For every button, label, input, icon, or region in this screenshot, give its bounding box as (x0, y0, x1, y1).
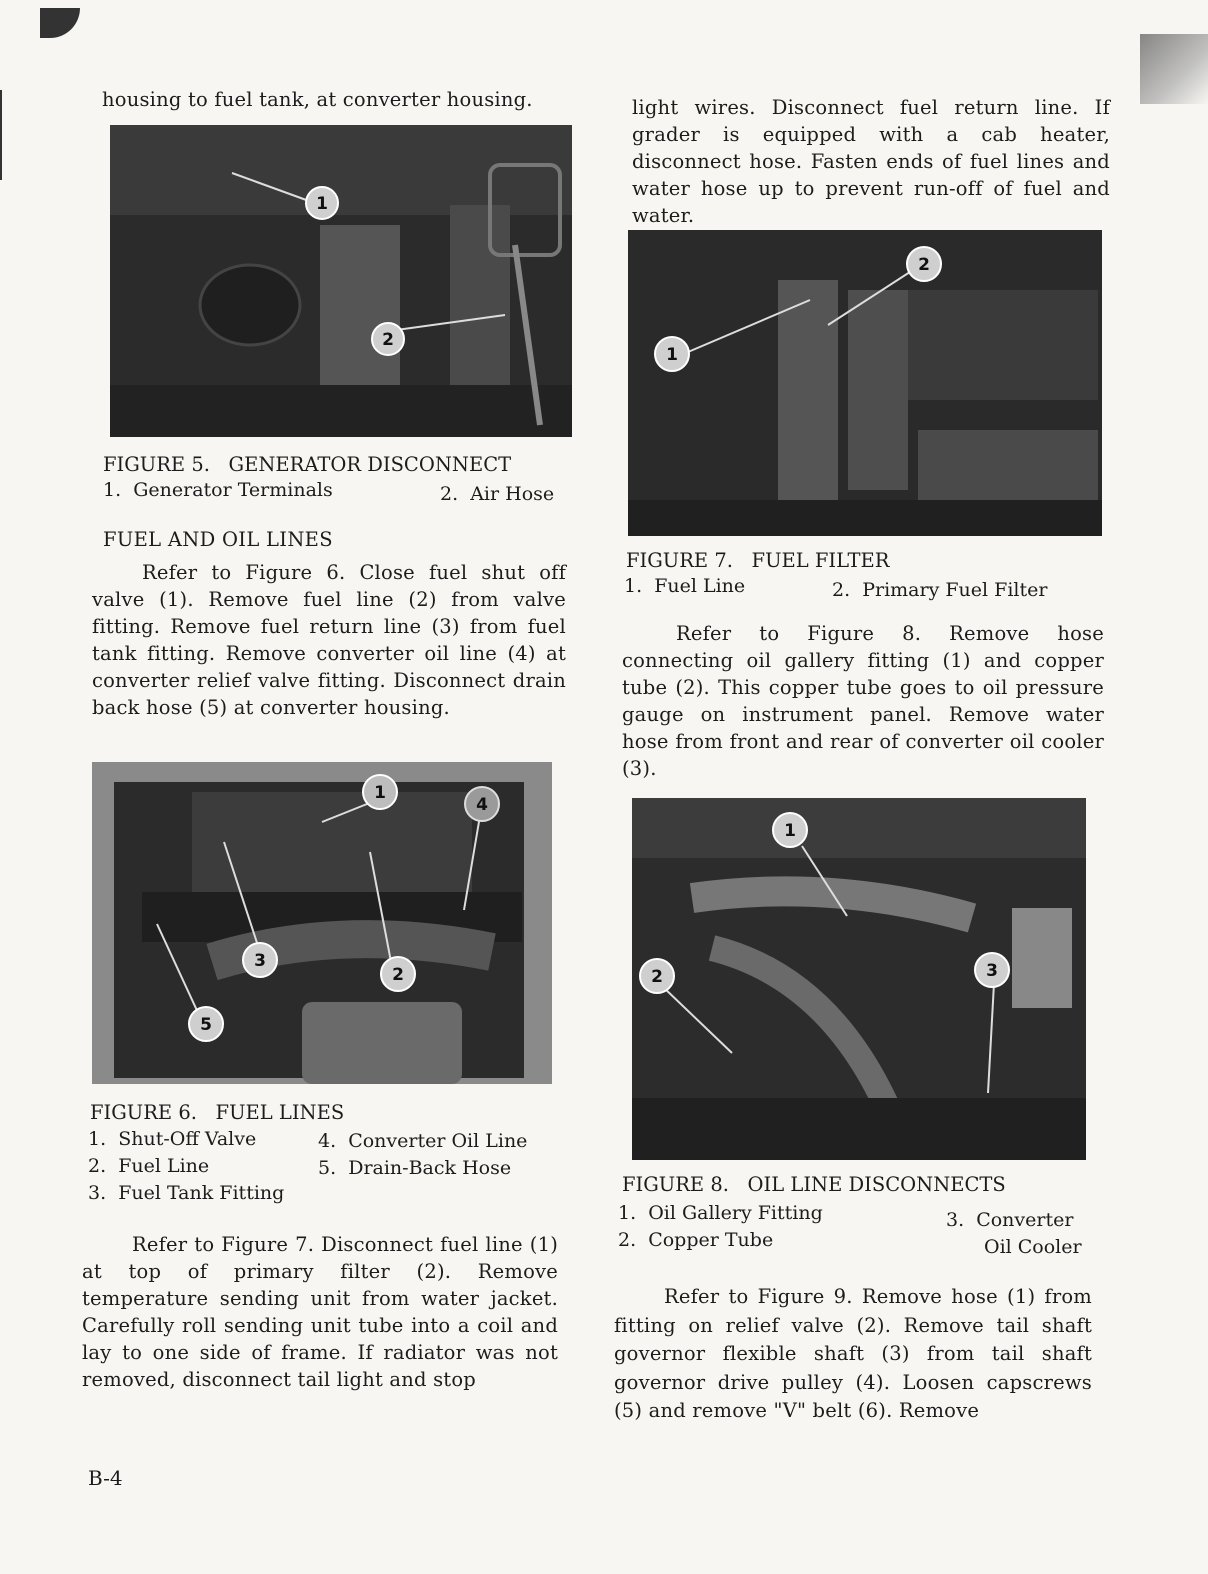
figure8-title: FIGURE 8. OIL LINE DISCONNECTS (622, 1173, 1006, 1196)
figure6-item-3: 3. Fuel Tank Fitting (88, 1182, 285, 1204)
figure6-title: FIGURE 6. FUEL LINES (90, 1101, 345, 1124)
figure8-legend (618, 1200, 1098, 1260)
figure8-item-3: 3. Converter (946, 1209, 1074, 1231)
figure6-item-5: 5. Drain-Back Hose (318, 1157, 512, 1179)
figure6-item-1: 1. Shut-Off Valve (88, 1128, 257, 1150)
fig6-callout-4: 4 (476, 795, 488, 815)
fig5-callout-1: 1 (316, 194, 328, 214)
fig8-callout-2: 2 (651, 967, 663, 987)
paragraph-figure7: Refer to Figure 7. Disconnect fuel line (1) at top of primary filter (2). Remove temperature sending unit from water jacket. Carefully roll sending unit tube into a coil and lay to one side of frame. If radiator was not removed, disconnect tail light and stop (82, 1233, 558, 1391)
paragraph-figure9: Refer to Figure 9. Remove hose (1) from fitting on relief valve (2). Remove tail shaft governor flexible shaft (3) from tail shaft governor drive pulley (4). Loosen capscrews (5) and remove "V" belt (6). Remove (614, 1285, 1092, 1422)
figure7-legend (624, 573, 1104, 603)
figure6-photo (92, 762, 552, 1084)
figure5-legend (103, 477, 583, 507)
continued-paragraph: light wires. Disconnect fuel return line. If grader is equipped with a cab heater, disconnect hose. Fasten ends of fuel lines and water hose up to prevent run-off of fuel and water. (632, 96, 1110, 227)
scan-smudge-top-left (40, 8, 80, 38)
figure5-photo (110, 125, 572, 437)
figure8-item-3-cont: Oil Cooler (984, 1236, 1082, 1258)
fig6-callout-3: 3 (254, 951, 266, 971)
scan-smudge-top-right (1140, 34, 1208, 104)
paragraph-figure6: Refer to Figure 6. Close fuel shut off valve (1). Remove fuel line (2) from valve fitting. Remove fuel return line (3) from fuel tank fitting. Remove converter oil line (4) at converter relief valve fitting. Disconnect drain back hose (5) at converter housing. (92, 561, 566, 719)
figure7-title: FIGURE 7. FUEL FILTER (626, 549, 890, 572)
scan-margin-line (0, 90, 2, 180)
fig8-callout-1: 1 (784, 821, 796, 841)
fig5-callout-2: 2 (382, 330, 394, 350)
figure7-photo (628, 230, 1102, 536)
figure5-title: FIGURE 5. GENERATOR DISCONNECT (103, 453, 512, 476)
fig6-callout-1: 1 (374, 783, 386, 803)
fig7-callout-2: 2 (918, 255, 930, 275)
figure6-item-4: 4. Converter Oil Line (318, 1130, 528, 1152)
figure5-item-2: 2. Air Hose (440, 483, 555, 505)
page-number: B-4 (88, 1466, 123, 1490)
intro-line: housing to fuel tank, at converter housing. (102, 88, 533, 111)
figure7-item-2: 2. Primary Fuel Filter (832, 579, 1048, 601)
figure8-item-2: 2. Copper Tube (618, 1229, 774, 1251)
figure8-item-1: 1. Oil Gallery Fitting (618, 1202, 823, 1224)
figure8-photo (632, 798, 1086, 1160)
heading-fuel-oil-lines: FUEL AND OIL LINES (103, 528, 333, 551)
figure6-item-2: 2. Fuel Line (88, 1155, 210, 1177)
figure5-item-1: 1. Generator Terminals (103, 479, 333, 501)
fig7-callout-1: 1 (666, 345, 678, 365)
fig6-callout-2: 2 (392, 965, 404, 985)
figure7-item-1: 1. Fuel Line (624, 575, 746, 597)
paragraph-figure8: Refer to Figure 8. Remove hose connecting oil gallery fitting (1) and copper tube (2). This copper tube goes to oil pressure gauge on instrument panel. Remove water hose from front and rear of converter oil cooler (3). (622, 622, 1104, 780)
figure6-legend (88, 1126, 568, 1210)
fig8-callout-3: 3 (986, 961, 998, 981)
fig6-callout-5: 5 (200, 1015, 212, 1035)
